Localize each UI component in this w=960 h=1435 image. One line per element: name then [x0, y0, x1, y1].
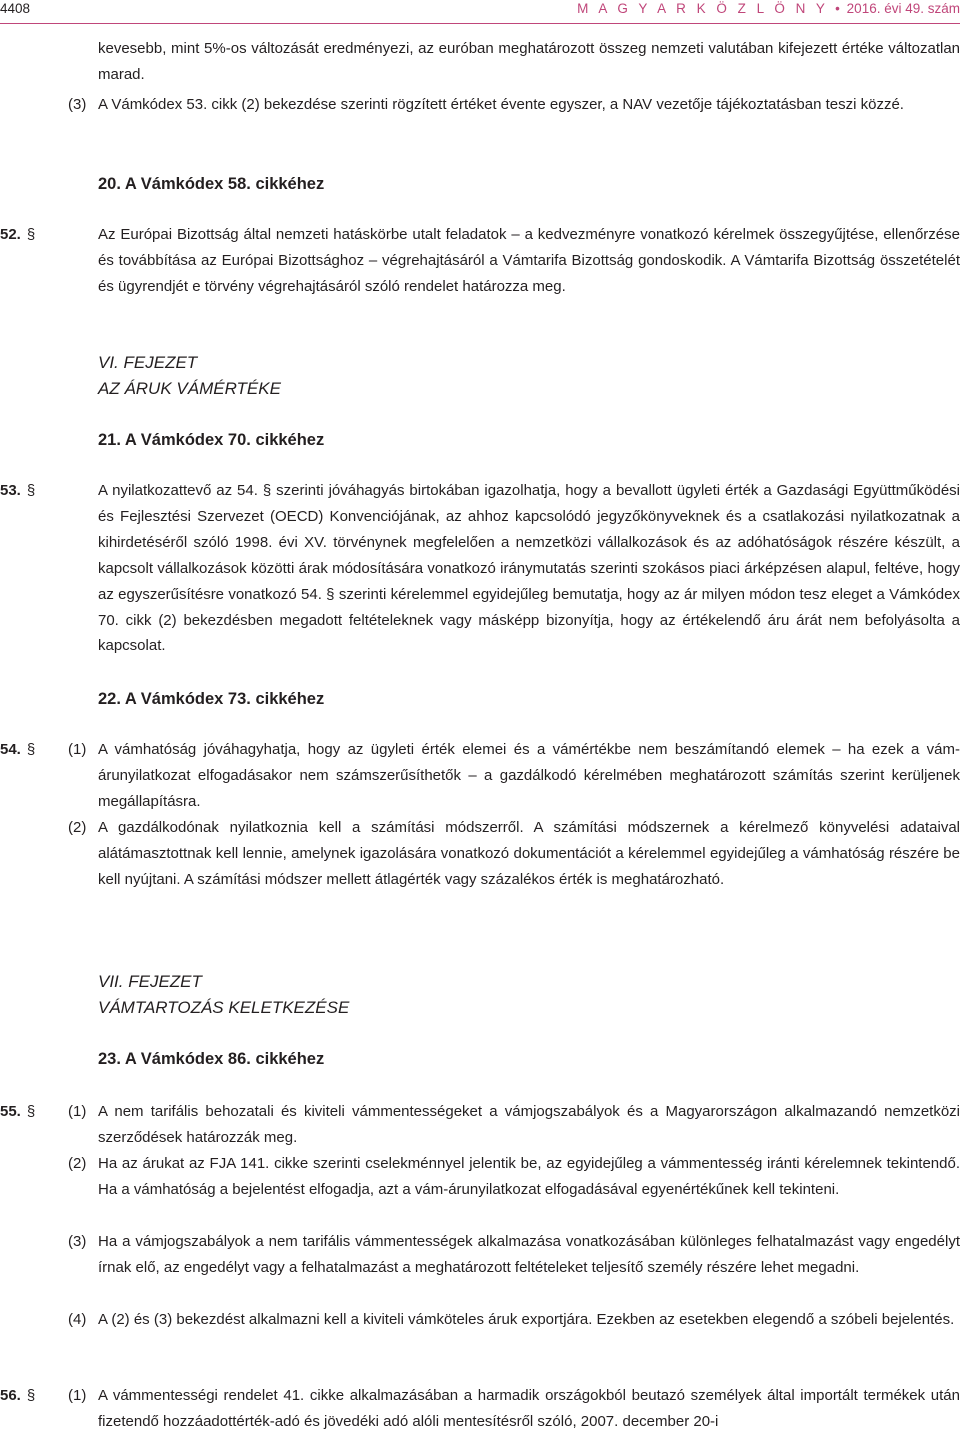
paragraph-number: (2) — [68, 819, 87, 836]
paragraph-number: (4) — [68, 1311, 87, 1328]
section-sign: § — [26, 482, 36, 499]
section-num: 56. — [0, 1387, 21, 1404]
paragraph-text: A vámhatóság jóváhagyhatja, hogy az ügyleti érték elemei és a vámértékbe nem beszámítandó elemek – ha ezek a vám-árunyilatkozat elfogadásakor nem számszerűsíthetők – a gazdálkodó kérelmében meghatározott számítás szerint kerüljenek megállapításra. — [98, 741, 960, 810]
paragraph-text: A Vámkódex 53. cikk (2) bekezdése szerinti rögzített értéket évente egyszer, a NAV vezetője tájékoztatásban teszi közzé. — [98, 96, 904, 113]
section-text: Az Európai Bizottság által nemzeti hatáskörbe utalt feladatok – a kedvezményre vonatkozó kérelmek összegyűjtése, ellenőrzése és továbbítása az Európai Bizottsághoz – végrehajtásáról a Vámtarifa Bizottság gondoskodik. A Vámtarifa Bizottság összetételét és ügyrendjét e törvény végrehajtásáról szóló rendelet határozza meg. — [98, 226, 960, 295]
paragraph-text: A nem tarifális behozatali és kiviteli vámmentességeket a vámjogszabályok és a Magyarországon alkalmazandó nemzetközi szerződések határozzák meg. — [98, 1103, 960, 1146]
page-header — [0, 0, 960, 22]
page-number: 4408 — [0, 1, 31, 16]
journal-name: M A G Y A R K Ö Z L Ö N Y — [577, 1, 829, 16]
paragraph-number: (1) — [68, 1103, 87, 1120]
paragraph-text: A (2) és (3) bekezdést alkalmazni kell a kiviteli vámköteles áruk exportjára. Ezekben az esetekben elegendő a szóbeli bejelentés. — [98, 1311, 955, 1328]
subtitle-heading: 21. A Vámkódex 70. cikkéhez — [98, 431, 325, 449]
section-number — [0, 1383, 35, 1409]
paragraph-number: (1) — [68, 1387, 87, 1404]
subtitle-heading: 20. A Vámkódex 58. cikkéhez — [98, 175, 325, 193]
header-rule — [0, 23, 960, 24]
chapter-number: VI. FEJEZET — [98, 353, 198, 372]
chapter-number: VII. FEJEZET — [98, 972, 202, 991]
section-num: 55. — [0, 1103, 21, 1120]
issue-label: 2016. évi 49. szám — [846, 1, 960, 16]
section-sign: § — [26, 1387, 36, 1404]
paragraph-number: (3) — [68, 1233, 87, 1250]
section-text: A nyilatkozattevő az 54. § szerinti jóváhagyás birtokában igazolhatja, hogy a bevallott ügyleti érték a Gazdasági Együttműködési és Fejlesztési Szervezet (OECD) Konvenciójának, az ahhoz kapcsolódó jegyzőkönyveknek és a csatlakozási nyilatkozatnak a kihirdetéséről szóló 1998. évi XV. törvénynek megfelelően a nemzetközi vállalkozások és az adóhatóságok részére készült, a kapcsolt vállalkozások közötti árak módosítására vonatkozó iránymutatás szerinti szokásos piaci árképzésen alapul, feltéve, hogy az egyszerűsítésre vonatkozó 54. § szerinti kérelemmel egyidejűleg bemutatja, hogy az ár milyen módon tesz eleget a Vámkódex 70. cikk (2) bekezdésben megadott feltételeknek vagy másképp bizonyítja, hogy az értékelendő áru árát nem befolyásolta a kapcsolat. — [98, 482, 960, 655]
paragraph-text: Ha az árukat az FJA 141. cikke szerinti cselekménnyel jelentik be, az egyidejűleg a vámmentesség iránti kérelemnek tekintendő. Ha a vámhatóság a bejelentést elfogadja, azt a vám-árunyilatkozat elfogadásával egyenértékűnek kell tekinteni. — [98, 1155, 960, 1198]
section-number — [0, 478, 35, 504]
chapter-title: AZ ÁRUK VÁMÉRTÉKE — [98, 379, 281, 398]
section-number — [0, 1099, 35, 1125]
continuation-paragraph: kevesebb, mint 5%-os változását eredményezi, az euróban meghatározott összeg nemzeti valutában kifejezett értéke változatlan marad. — [98, 40, 960, 83]
chapter-title: VÁMTARTOZÁS KELETKEZÉSE — [98, 998, 350, 1017]
section-num: 53. — [0, 482, 21, 499]
journal-title — [577, 0, 960, 18]
section-sign: § — [26, 1103, 36, 1120]
section-num: 52. — [0, 226, 21, 243]
subtitle-heading: 23. A Vámkódex 86. cikkéhez — [98, 1050, 325, 1068]
paragraph-text: A vámmentességi rendelet 41. cikke alkalmazásában a harmadik országokból beutazó személyek által importált termékek után fizetendő hozzáadottérték-adó és jövedéki adó alóli mentesítésről szóló, 2007. december 20-i — [98, 1387, 960, 1430]
paragraph-text: A gazdálkodónak nyilatkoznia kell a számítási módszerről. A számítási módszernek a kérelmező könyvelési adataival alátámasztottnak kell lennie, amelynek igazolására vonatkozó dokumentációt a kérelemmel egyidejűleg a vámhatóság részére be kell nyújtani. A számítási módszer mellett átlagérték vagy százalékos érték is meghatározható. — [98, 819, 960, 888]
paragraph-number: (1) — [68, 741, 87, 758]
paragraph-number: (2) — [68, 1155, 87, 1172]
paragraph-text: Ha a vámjogszabályok a nem tarifális vámmentességek alkalmazása vonatkozásában különleges felhatalmazást vagy engedélyt írnak elő, az engedélyt vagy a felhatalmazást a meghatározott feltételeket teljesítő személy részére lehet megadni. — [98, 1233, 960, 1276]
subtitle-heading: 22. A Vámkódex 73. cikkéhez — [98, 690, 325, 708]
header-separator: • — [835, 1, 840, 16]
section-num: 54. — [0, 741, 21, 758]
section-sign: § — [26, 226, 36, 243]
paragraph-number: (3) — [68, 96, 87, 113]
section-sign: § — [26, 741, 36, 758]
section-number — [0, 222, 35, 248]
section-number — [0, 737, 35, 763]
